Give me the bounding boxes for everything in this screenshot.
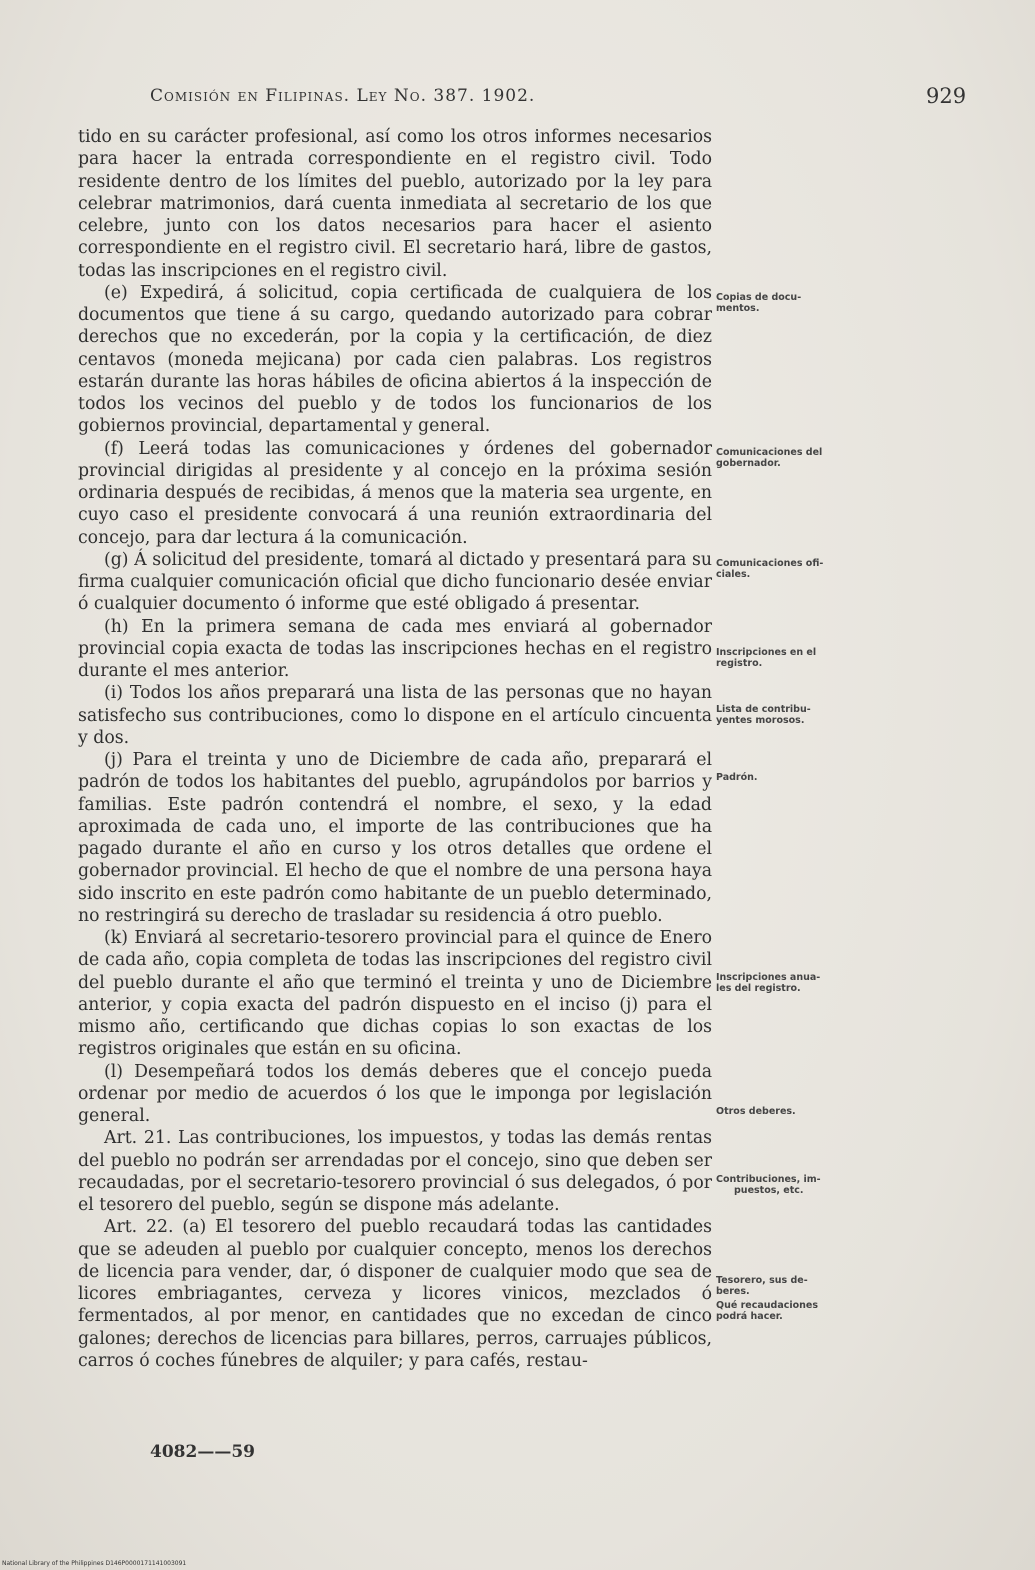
margin-note-recaudaciones [716, 1300, 884, 1322]
margin-note-line: yentes morosos. [716, 715, 805, 726]
margin-note-line: Inscripciones en el [716, 647, 817, 658]
margin-note-padron [716, 772, 884, 783]
paragraph-l: (l) Desempeñará todos los demás deberes que el concejo pueda ordenar por medio de acuerdos ó los que le imponga por legislación general. [78, 1061, 712, 1126]
paragraph-art-22: Art. 22. (a) El tesorero del pueblo recaudará todas las cantidades que se adeuden al pueblo por cualquier concepto, menos los derechos de licencia para vender, dar, ó disponer de cualquier modo que sea de licores embriagantes, cerveza y licores vinicos, mezclados ó fermentados, al por menor, en cantidades que no excedan de cinco galones; derechos de licencias para billares, perros, carruajes públicos, carros ó coches fúnebres de alquiler; y para cafés, restau- [78, 1217, 712, 1371]
margin-note-line: les del registro. [716, 983, 801, 994]
paragraph-h: (h) En la primera semana de cada mes enviará al gobernador provincial copia exacta de todas las inscripciones hechas en el registro durante el mes anterior. [78, 616, 712, 681]
margin-note-contribuciones [716, 1174, 884, 1196]
margin-note-line: Copias de docu- [716, 292, 802, 303]
margin-note-line: registro. [716, 658, 763, 669]
paragraph-i: (i) Todos los años preparará una lista de las personas que no hayan satisfecho sus contribuciones, como lo dispone en el artículo cincuenta y dos. [78, 683, 712, 748]
margin-note-line: Comunicaciones ofi- [716, 558, 824, 569]
printer-signature: 4082——59 [150, 1442, 255, 1462]
margin-note-line: podrá hacer. [716, 1311, 783, 1322]
margin-note-line: beres. [716, 1286, 750, 1297]
margin-note-line: Inscripciones anua- [716, 972, 821, 983]
paragraph-g: (g) Á solicitud del presidente, tomará al dictado y presentará para su firma cualquier comunicación oficial que dicho funcionario desée enviar ó cualquier documento ó informe que esté obligado á presentar. [78, 549, 712, 615]
margin-note-line: puestos, etc. [734, 1185, 804, 1196]
margin-note-copias [716, 292, 884, 314]
paragraph-e: (e) Expedirá, á solicitud, copia certificada de cualquiera de los documentos que tiene á su cargo, quedando autorizado para cobrar derechos que no excederán, por la copia y la certificación, de diez centavos (moneda mejicana) por cada cien palabras. Los registros estarán durante las horas hábiles de oficina abiertos á la inspección de todos los vecinos del pueblo y de todos los funcionarios de los gobiernos provincial, departamental y general. [78, 282, 712, 437]
paragraph-continuation: tido en su carácter profesional, así como los otros informes necesarios para hacer la entrada correspondiente en el registro civil. Todo residente dentro de los límites del pueblo, autorizado por la ley para celebrar matrimonios, dará cuenta inmediata al secretario de los que celebre, junto con los datos necesarios para hacer el asiento correspondiente en el registro civil. El secretario hará, libre de gastos, todas las inscripciones en el registro civil. [78, 127, 712, 281]
margin-note-line: mentos. [716, 303, 760, 314]
margin-note-line: Padrón. [716, 772, 758, 783]
scan-credit: National Library of the Philippines D146P0000171141003091 [2, 1560, 187, 1567]
paragraph-f: (f) Leerá todas las comunicaciones y órdenes del gobernador provincial dirigidas al presidente y al concejo en la próxima sesión ordinaria después de recibidas, á menos que la materia sea urgente, en cuyo caso el presidente convocará á una reunión extraordinaria del concejo, para dar lectura á la comunicación. [78, 438, 712, 548]
running-header: Comisión en Filipinas. Ley No. 387. 1902. [150, 86, 536, 106]
margin-note-comunicaciones-oficiales [716, 558, 884, 580]
margin-note-line: Contribuciones, im- [716, 1174, 821, 1185]
margin-note-line: Otros deberes. [716, 1106, 796, 1117]
margin-note-inscripciones-registro [716, 647, 884, 669]
page-number: 929 [926, 84, 967, 108]
margin-note-inscripciones-anuales [716, 972, 884, 994]
margin-note-line: Comunicaciones del [716, 447, 823, 458]
margin-note-line: Qué recaudaciones [716, 1300, 819, 1311]
margin-note-line: Lista de contribu- [716, 704, 811, 715]
paragraph-art-21: Art. 21. Las contribuciones, los impuestos, y todas las demás rentas del pueblo no podrán ser arrendadas por el concejo, sino que deben ser recaudadas, por el secretario-tesorero provincial ó sus delegados, ó por el tesorero del pueblo, según se dispone más adelante. [78, 1128, 712, 1215]
paragraph-j: (j) Para el treinta y uno de Diciembre de cada año, preparará el padrón de todos los habitantes del pueblo, agrupándolos por barrios y familias. Este padrón contendrá el nombre, el sexo, y la edad aproximada de cada uno, el importe de las contribuciones que ha pagado durante el año en curso y los otros detalles que ordene el gobernador provincial. El hecho de que el nombre de una persona haya sido inscrito en este padrón como habitante de un pueblo determinado, no restringirá su derecho de trasladar su residencia á otro pueblo. [78, 750, 712, 926]
margin-note-otros-deberes [716, 1106, 884, 1117]
margin-note-lista-contribuyentes [716, 704, 884, 726]
body-text [78, 126, 712, 1372]
margin-note-comunicaciones-gobernador [716, 447, 884, 469]
margin-note-tesorero [716, 1275, 884, 1297]
margin-note-line: ciales. [716, 569, 751, 580]
margin-note-line: gobernador. [716, 458, 781, 469]
paragraph-k: (k) Enviará al secretario-tesorero provincial para el quince de Enero de cada año, copia completa de todas las inscripciones del registro civil del pueblo durante el año que terminó el treinta y uno de Diciembre anterior, y copia exacta del padrón dispuesto en el inciso (j) para el mismo año, certificando que dichas copias lo son exactas de los registros originales que están en su oficina. [78, 928, 712, 1060]
margin-note-line: Tesorero, sus de- [716, 1275, 808, 1286]
